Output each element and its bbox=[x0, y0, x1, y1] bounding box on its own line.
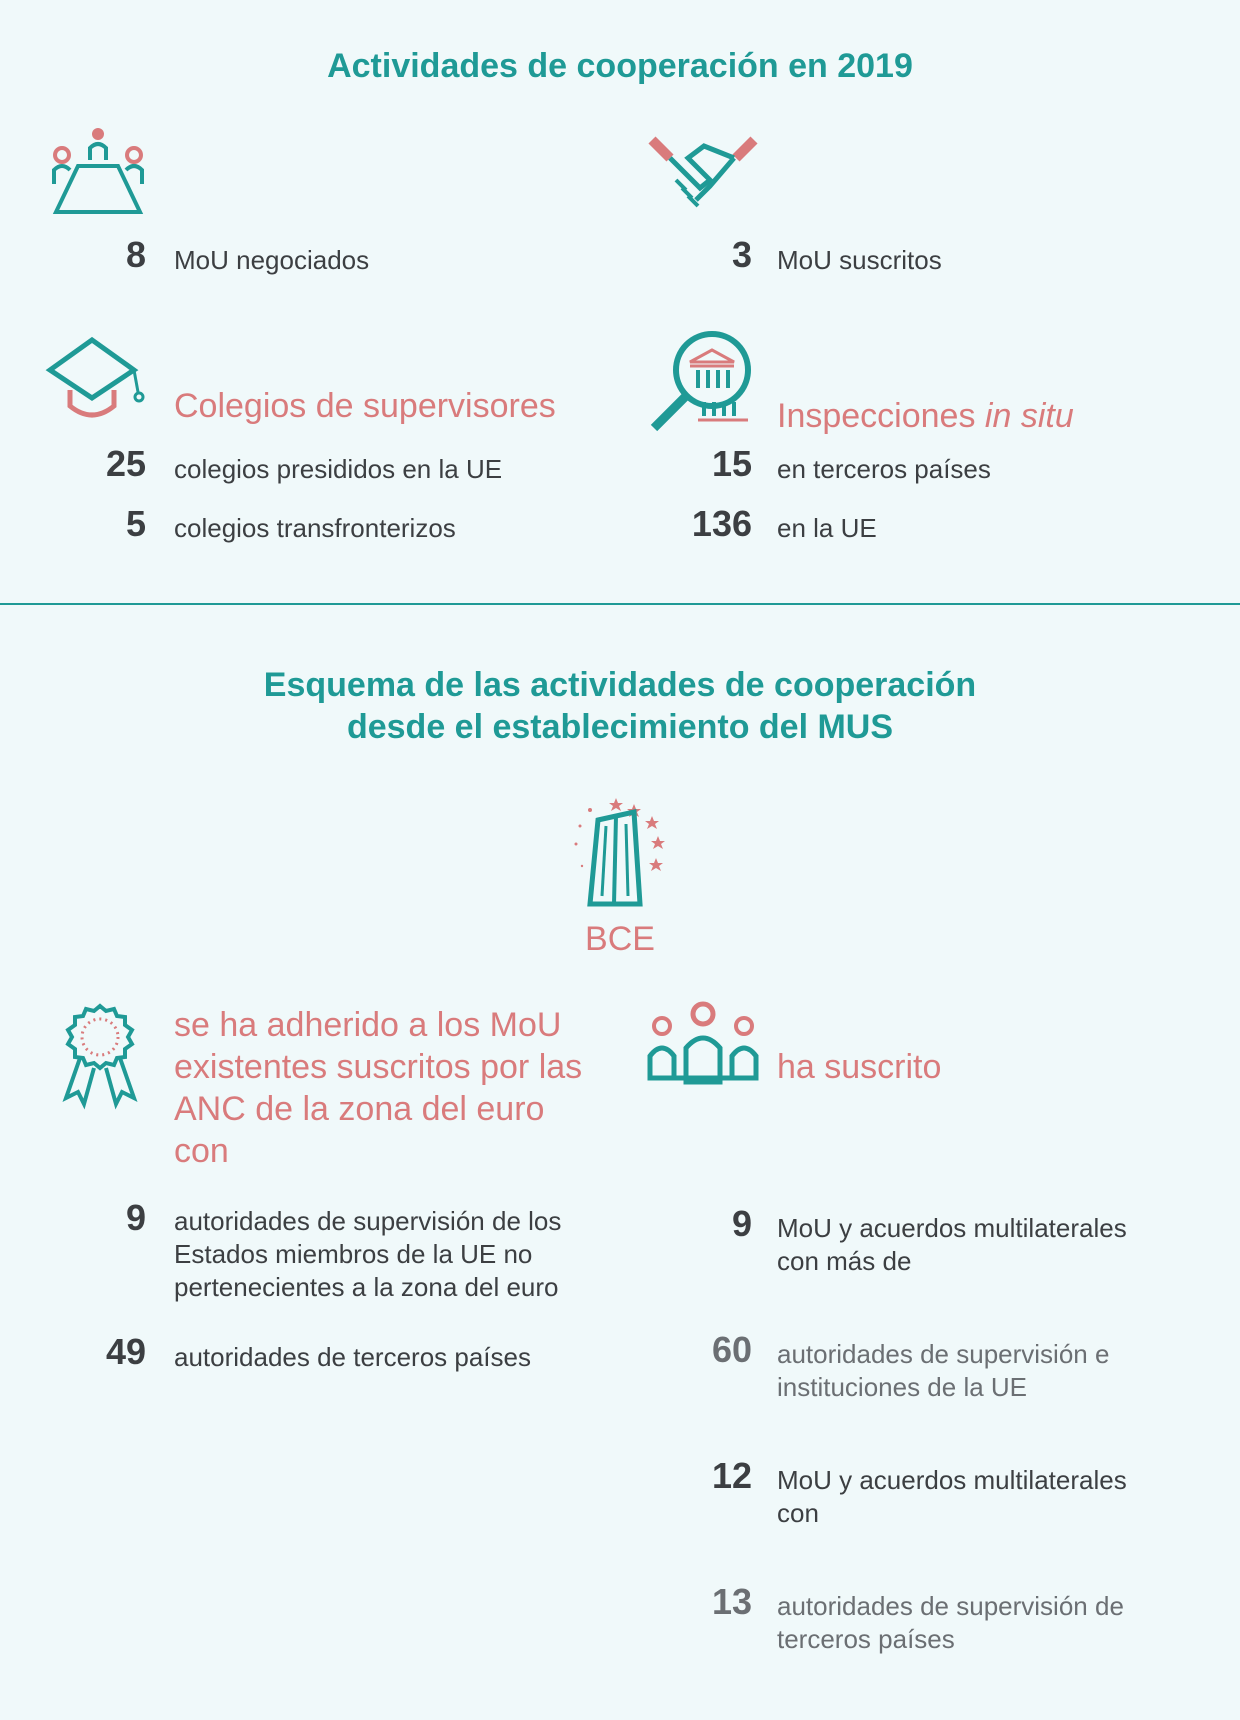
section1-title: Actividades de cooperación en 2019 bbox=[327, 47, 913, 85]
right-item4-line1: autoridades de supervisión de bbox=[777, 1591, 1124, 1621]
left-heading-line3: ANC de la zona del euro bbox=[174, 1090, 545, 1128]
left-heading-line1: se ha adherido a los MoU bbox=[174, 1006, 562, 1044]
colleges-label-2: colegios transfronterizos bbox=[174, 513, 456, 543]
mou-negotiated-label: MoU negociados bbox=[174, 245, 370, 275]
right-heading: ha suscrito bbox=[777, 1048, 942, 1086]
bce-label: BCE bbox=[585, 920, 655, 958]
colleges-number-2: 5 bbox=[125, 503, 146, 544]
inspections-number-1: 15 bbox=[711, 443, 752, 484]
right-item3-number: 12 bbox=[711, 1455, 752, 1496]
left-item2-line1: autoridades de terceros países bbox=[174, 1342, 531, 1372]
handshake-icon bbox=[648, 128, 758, 213]
colleges-label-1: colegios presididos en la UE bbox=[174, 454, 503, 484]
left-heading-line4: con bbox=[174, 1132, 229, 1170]
section2-title-line1: Esquema de las actividades de cooperación bbox=[263, 666, 977, 704]
right-item3-line2: con bbox=[777, 1498, 819, 1528]
left-item1-line3: pertenecientes a la zona del euro bbox=[174, 1272, 559, 1302]
section-divider bbox=[0, 603, 1240, 605]
left-heading-line2: existentes suscritos por las bbox=[174, 1048, 583, 1086]
left-item1-number: 9 bbox=[125, 1197, 146, 1238]
inspections-number-2: 136 bbox=[691, 503, 752, 544]
right-item1-line1: MoU y acuerdos multilaterales bbox=[777, 1213, 1127, 1243]
meeting-table-icon bbox=[50, 126, 150, 216]
right-item1-number: 9 bbox=[731, 1203, 752, 1244]
graduation-cap-icon bbox=[48, 336, 148, 426]
inspections-heading bbox=[777, 395, 1074, 437]
magnifier-bank-icon bbox=[648, 330, 758, 434]
ecb-tower-icon bbox=[568, 796, 678, 908]
section2-title-line2: desde el establecimiento del MUS bbox=[346, 708, 894, 746]
left-item1-line2: Estados miembros de la UE no bbox=[174, 1239, 533, 1269]
mou-signed-label: MoU suscritos bbox=[777, 245, 942, 275]
inspections-heading-main: Inspecciones bbox=[777, 397, 985, 435]
award-ribbon-icon bbox=[60, 1002, 140, 1106]
mou-signed-number: 3 bbox=[731, 234, 752, 275]
inspections-heading-italic: in situ bbox=[984, 397, 1074, 435]
right-item4-line2: terceros países bbox=[777, 1624, 955, 1654]
right-item2-line2: instituciones de la UE bbox=[777, 1372, 1028, 1402]
people-group-icon bbox=[646, 1000, 760, 1090]
mou-negotiated-number: 8 bbox=[125, 234, 146, 275]
colleges-number-1: 25 bbox=[105, 443, 146, 484]
right-item2-line1: autoridades de supervisión e bbox=[777, 1339, 1110, 1369]
right-item1-line2: con más de bbox=[777, 1246, 912, 1276]
inspections-label-2: en la UE bbox=[777, 513, 877, 543]
right-item4-number: 13 bbox=[711, 1581, 752, 1622]
right-item2-number: 60 bbox=[711, 1329, 752, 1370]
inspections-label-1: en terceros países bbox=[777, 454, 991, 484]
colleges-heading: Colegios de supervisores bbox=[174, 387, 556, 425]
right-item3-line1: MoU y acuerdos multilaterales bbox=[777, 1465, 1127, 1495]
left-item1-line1: autoridades de supervisión de los bbox=[174, 1206, 562, 1236]
left-item2-number: 49 bbox=[105, 1331, 146, 1372]
